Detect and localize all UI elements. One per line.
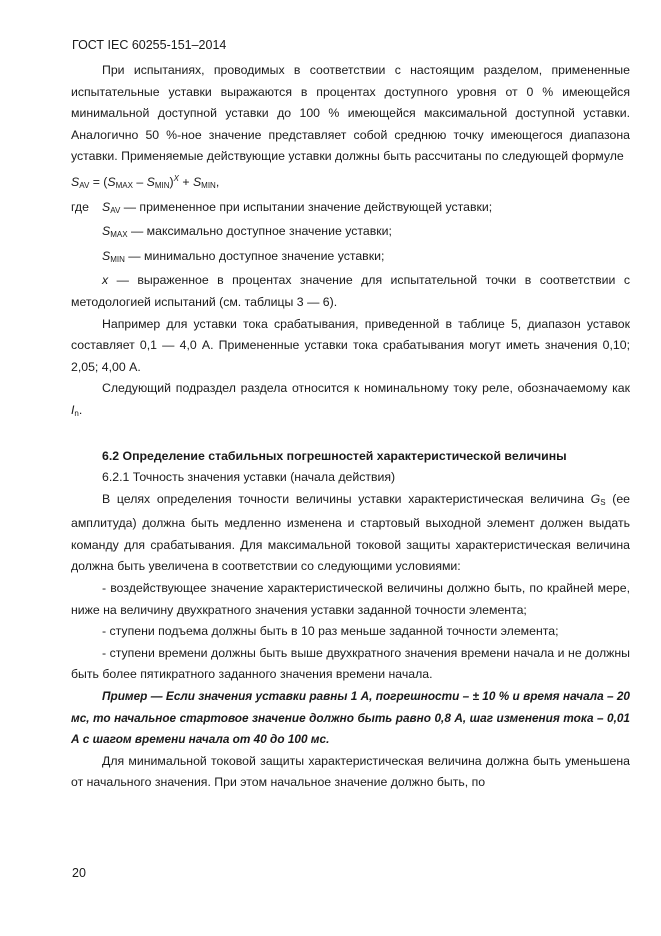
document-header: ГОСТ IEC 60255-151–2014 [72,38,227,52]
section-heading: 6.2 Определение стабильных погрешностей характеристической величины [102,448,567,463]
intro-paragraph: При испытаниях, проводимых в соответствии с настоящим разделом, примененные испытательные уставки выражаются в процентах доступного уровня от 0 % имеющейся минимальной доступной уставки до 100 % имеющейся максимальной доступной уставки. Аналогично 50 %-ное значение представляет собой среднюю точку имеющегося диапазона уставки. Применяемые действующие уставки должны быть рассчитаны по следующей формуле [71,63,630,164]
condition-1: - воздействующее значение характеристической величины должно быть, по крайней мере, ниже на величину двухкратного значения уставки заданной точности элемента; [71,581,630,617]
formula: $S_{AV} = (S_{MAX} - S_{MIN})^X + S_{MIN}$, [71,173,220,190]
min-protection-paragraph: Для минимальной токовой защиты характеристическая величина должна быть уменьшена от начального значения. При этом начальное значение должно быть, по [71,753,630,790]
accuracy-paragraph: В целях определения точности величины уставки характеристическая величина $G_S$ (ее амплитуда) должна быть медленно изменена и стартовый выходной элемент должен выдать команду для срабатывания. Для максимальной токовой защиты характеристическая величина должна быть увеличена в соответствии со следующими условиями: [71,491,630,574]
nominal-current-paragraph: Следующий подраздел раздела относится к номинальному току реле, обозначаемому как $I_n$. [71,381,630,418]
page-number: 20 [72,866,86,880]
where-definition-4: x — выраженное в процентах значение для испытательной точки в соответствии с методологией испытаний (см. таблицы 3 — 6). [71,273,630,309]
condition-2: - ступени подъема должны быть в 10 раз меньше заданной точности элемента; [102,624,559,639]
subsection-heading: 6.2.1 Точность значения уставки (начала действия) [102,470,396,485]
document-body [71,60,630,794]
where-label: где [71,199,89,214]
where-definition-2: $S_{MAX}$ — максимально доступное значение уставки; [102,224,392,240]
condition-3: - ступени времени должны быть выше двухкратного значения времени начала и не должны быть более пятикратного заданного значения времени начала. [71,645,630,682]
example-range-paragraph: Например для уставки тока срабатывания, приведенной в таблице 5, диапазон уставок составляет 0,1 — 4,0 А. Примененные уставки тока срабатывания могут иметь значения 0,10; 2,05; 4,00 А. [71,316,630,374]
where-definition-1: где $S_{AV}$ — примененное при испытании значение действующей уставки; [71,197,630,222]
where-definition-3: $S_{MIN}$ — минимально доступное значение уставки; [102,248,385,264]
example-note: Пример — Если значения уставки равны 1 А, погрешности – ± 10 % и время начала – 20 мс, то начальное стартовое значение должно быть равно 0,8 А, шаг изменения тока – 0,01 А с шагом времени начала от 40 до 100 мс. [71,689,630,747]
